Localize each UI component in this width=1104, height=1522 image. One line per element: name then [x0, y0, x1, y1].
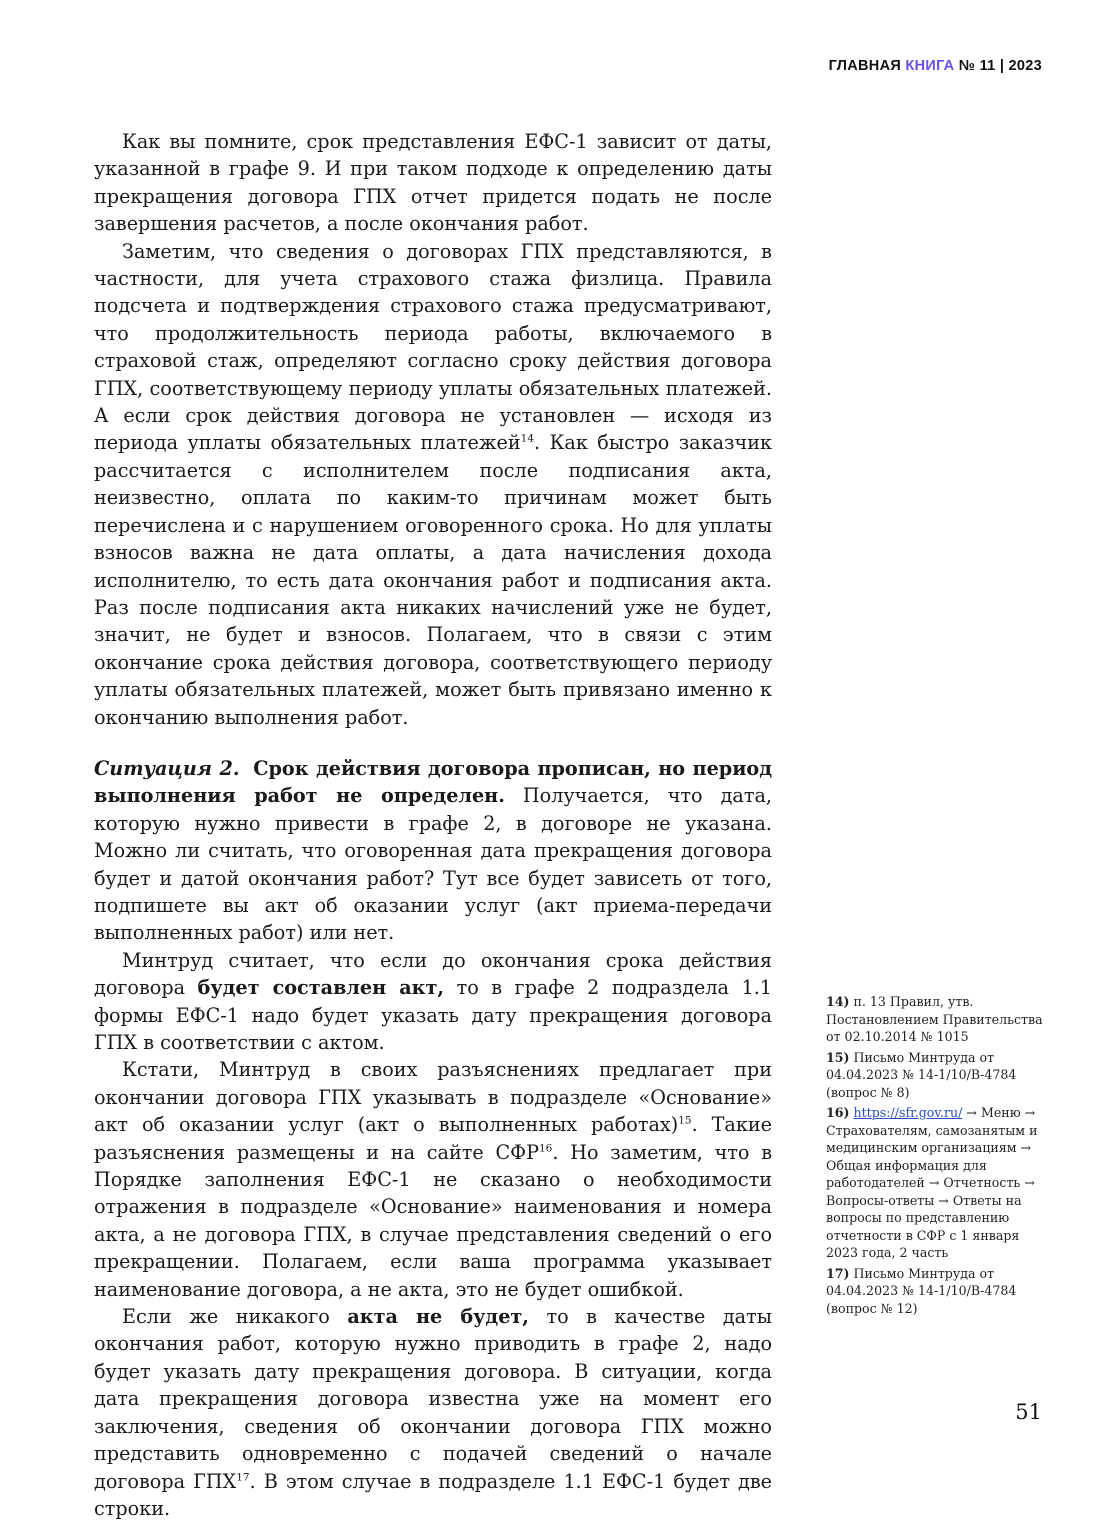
- article-body: [94, 128, 772, 1522]
- paragraph-6: Если же никакого акта не будет, то в качестве даты окончания работ, которую нужно приводить в графе 2, надо будет указать дату прекращения договора. В ситуации, когда дата прекращения договора известна уже на момент его заключения, сведения об окончании договора ГПХ можно представить одновременно с подачей сведений о начале договора ГПХ$^{17}$. В этом случае в подразделе 1.1 ЕФС-1 будет две строки.: [94, 1305, 773, 1520]
- footnote-17: 17) Письмо Минтруда от 04.04.2023 № 14-1/10/В-4784 (вопрос № 12): [826, 1265, 1017, 1316]
- paragraph-4: Минтруд считает, что если до окончания срока действия договора будет составлен акт, то в графе 2 подраздела 1.1 формы ЕФС-1 надо будет указать дату прекращения договора ГПХ в соответствии с актом.: [94, 948, 772, 1054]
- masthead-title: ГЛАВНАЯ: [828, 58, 902, 74]
- footnote-ref-16[interactable]: 16: [539, 1142, 553, 1155]
- situation-title: Срок действия договора прописан, но период выполнения работ не определен.: [94, 756, 773, 808]
- paragraph-2: Заметим, что сведения о договорах ГПХ представляются, в частности, для учета страхового стажа физлица. Правила подсчета и подтверждения страхового стажа предусматривают, что продолжительность периода работы, включаемого в страховой стаж, определяют согласно сроку действия договора ГПХ, соответствующему периоду уплаты обязательных платежей. А если срок действия договора не установлен — исходя из периода уплаты обязательных платежей$^{14}$. Как быстро заказчик рассчитается с исполнителем после подписания акта, неизвестно, оплата по каким-то причинам может быть перечислена и с нарушением оговоренного срока. Но для уплаты взносов важна не дата оплаты, а дата начисления дохода исполнителю, то есть дата окончания работ и подписания акта. Раз после подписания акта никаких начислений уже не будет, значит, не будет и взносов. Полагаем, что в связи с этим окончание срока действия договора, соответствующего периоду уплаты обязательных платежей, может быть привязано именно к окончанию выполнения работ.: [94, 239, 772, 729]
- masthead-issue: № 11 | 2023: [958, 58, 1042, 74]
- footnote-ref-15[interactable]: 15: [678, 1114, 692, 1127]
- sfr-link[interactable]: https://sfr.gov.ru/: [853, 1105, 963, 1120]
- footnote-14: 14) п. 13 Правил, утв. Постановлением Правительства от 02.10.2014 № 1015: [826, 994, 1043, 1044]
- paragraph-5: Кстати, Минтруд в своих разъяснениях предлагает при окончании договора ГПХ указывать в подразделе «Основание» акт об оказании услуг (акт о выполненных работах)$^{15}$. Такие разъяснения размещены и на сайте СФР$^{16}$. Но заметим, что в Порядке заполнения ЕФС-1 не сказано о необходимости отражения в подразделе «Основание» наименования и номера акта, а не договора ГПХ, в случае представления сведений о его прекращении. Полагаем, если ваша программа указывает наименование договора, а не акта, это не будет ошибкой.: [94, 1058, 773, 1301]
- footnote-ref-17[interactable]: 17: [236, 1471, 250, 1484]
- masthead-title-accent: КНИГА: [905, 58, 955, 74]
- footnote-15: 15) Письмо Минтруда от 04.04.2023 № 14-1/10/В-4784 (вопрос № 8): [826, 1049, 1017, 1100]
- footnote-ref-14[interactable]: 14: [520, 433, 535, 446]
- paragraph-1: Как вы помните, срок представления ЕФС-1 зависит от даты, указанной в графе 9. И при таком подходе к определению даты прекращения договора ГПХ отчет придется подать не после завершения расчетов, а после окончания работ.: [94, 130, 772, 236]
- footnotes: [826, 993, 1048, 1320]
- situation-label: Ситуация 2.: [94, 756, 240, 780]
- footnote-16: 16) https://sfr.gov.ru/ → Меню → Страхователям, самозанятым и медицинским организациям → Общая информация для работодателей → Отчетность → Вопросы-ответы → Ответы на вопросы по представлению отчетности в СФР с 1 января 2023 года, 2 часть: [826, 1105, 1038, 1260]
- situation-2-paragraph: Ситуация 2. Срок действия договора прописан, но период выполнения работ не определен. Получается, что дата, которую нужно привести в графе 2, в договоре не указана. Можно ли считать, что оговоренная дата прекращения договора будет и датой окончания работ? Тут все будет зависеть от того, подпишете вы акт об оказании услуг (акт приема-передачи выполненных работ) или нет.: [94, 756, 773, 945]
- page-number: 51: [1015, 1400, 1042, 1424]
- masthead: [829, 58, 1042, 74]
